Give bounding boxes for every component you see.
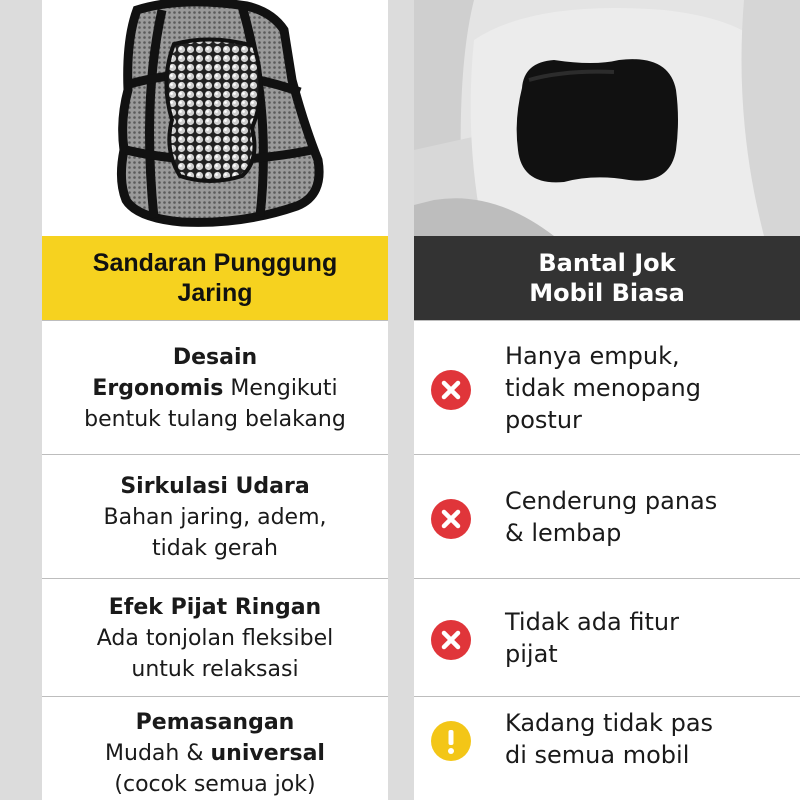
row-text: Kadang tidak pas [505, 709, 714, 737]
right-header-line-1: Bantal Jok [538, 249, 676, 277]
x-icon [431, 499, 471, 539]
left-header-line-1: Sandaran Punggung [92, 249, 338, 277]
left-row-installation [42, 696, 388, 800]
right-row-2 [414, 454, 800, 579]
right-row-3 [414, 578, 800, 697]
left-row-massage [42, 578, 388, 697]
row-text: pijat [505, 640, 558, 668]
warning-icon [431, 721, 471, 761]
row-desc: bentuk tulang belakang [84, 406, 346, 432]
row-title: Sirkulasi Udara [120, 473, 310, 499]
row-text: tidak menopang [505, 374, 701, 402]
row-text: Cenderung panas [505, 487, 718, 515]
row-desc: untuk relaksasi [131, 656, 299, 682]
row-desc: Bahan jaring, adem, [103, 504, 327, 530]
row-text: postur [505, 406, 582, 434]
right-header-line-2: Mobil Biasa [529, 279, 685, 307]
row-text: Hanya empuk, [505, 342, 680, 370]
row-title: Pemasangan [135, 710, 295, 735]
row-text: & lembap [505, 519, 622, 547]
row-desc: tidak gerah [152, 535, 278, 561]
row-desc: Mengikuti [230, 375, 338, 401]
row-desc: Mudah & [105, 741, 211, 766]
right-row-4 [414, 696, 800, 800]
row-desc-bold: universal [210, 741, 325, 766]
right-column [414, 0, 800, 800]
left-column [42, 0, 388, 800]
x-icon [431, 620, 471, 660]
row-title: Efek Pijat Ringan [108, 594, 322, 620]
mesh-lumbar-support-image [42, 0, 388, 236]
row-desc: (cocok semua jok) [114, 772, 316, 797]
row-text: di semua mobil [505, 741, 690, 769]
x-icon [431, 370, 471, 410]
right-row-1 [414, 320, 800, 455]
row-title: Desain [172, 344, 258, 370]
row-title: Ergonomis [92, 375, 224, 401]
left-row-ergonomic [42, 320, 388, 455]
right-header [414, 236, 800, 320]
left-gutter [0, 0, 42, 800]
row-desc: Ada tonjolan fleksibel [96, 625, 334, 651]
row-text: Tidak ada fitur [505, 608, 679, 636]
left-header [42, 236, 388, 320]
center-gutter [388, 0, 414, 800]
left-row-airflow [42, 454, 388, 579]
car-seat-pillow-image [414, 0, 800, 236]
left-header-line-2: Jaring [177, 279, 253, 307]
